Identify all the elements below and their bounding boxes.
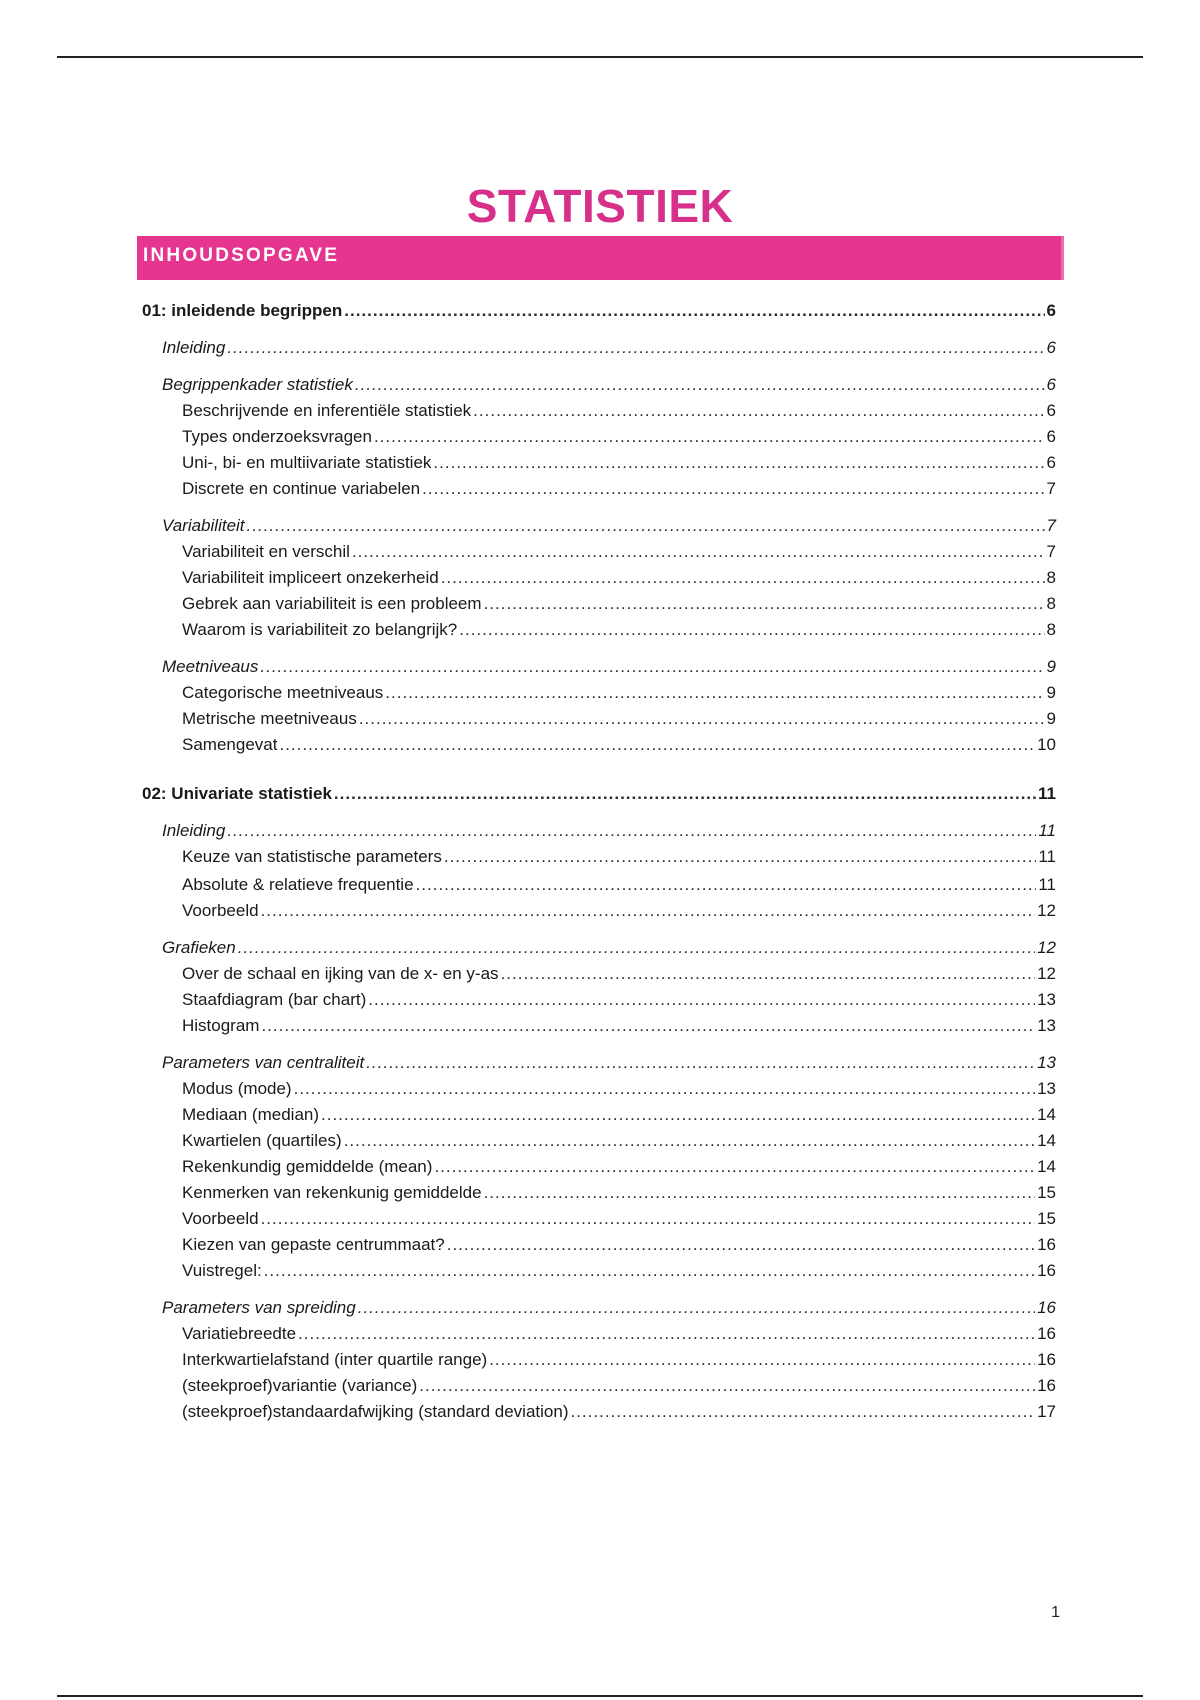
toc-entry-page: 9: [1046, 709, 1056, 728]
toc-dot-leader: [385, 682, 1044, 704]
toc-dot-leader: [344, 300, 1044, 322]
toc-entry-label: Grafieken: [162, 938, 236, 957]
toc-entry[interactable]: [142, 1260, 1056, 1282]
toc-entry[interactable]: [142, 400, 1056, 422]
toc-dot-leader: [484, 593, 1045, 615]
toc-entry[interactable]: [142, 656, 1056, 678]
toc-dot-leader: [444, 846, 1036, 868]
toc-entry[interactable]: [142, 937, 1056, 959]
toc-entry-label: 01: inleidende begrippen: [142, 301, 343, 320]
toc-entry-label: Modus (mode): [182, 1079, 292, 1098]
toc-entry-page: 16: [1037, 1235, 1056, 1254]
bottom-rule: [57, 1695, 1143, 1697]
toc-entry-page: 14: [1037, 1131, 1056, 1150]
toc-entry-label: Interkwartielafstand (inter quartile range): [182, 1350, 488, 1369]
toc-entry[interactable]: [142, 515, 1056, 537]
toc-entry[interactable]: [142, 426, 1056, 448]
toc-entry[interactable]: [142, 820, 1056, 842]
toc-dot-leader: [334, 783, 1036, 805]
toc-entry-page: 11: [1038, 847, 1056, 866]
toc-entry-label: Categorische meetniveaus: [182, 683, 384, 702]
toc-entry-label: Kiezen van gepaste centrummaat?: [182, 1235, 445, 1254]
toc-entry[interactable]: [142, 1401, 1056, 1423]
toc-entry-label: Types onderzoeksvragen: [182, 427, 372, 446]
toc-entry-page: 16: [1037, 1350, 1056, 1369]
toc-entry[interactable]: [142, 478, 1056, 500]
toc-entry[interactable]: [142, 1323, 1056, 1345]
toc-entry[interactable]: [142, 963, 1056, 985]
toc-dot-leader: [374, 426, 1045, 448]
toc-entry-label: Over de schaal en ijking van de x- en y-as: [182, 964, 499, 983]
toc-entry-page: 15: [1037, 1209, 1056, 1228]
toc-dot-leader: [261, 900, 1036, 922]
toc-entry-page: 6: [1046, 338, 1056, 357]
toc-entry-label: Voorbeeld: [182, 901, 259, 920]
toc-entry-label: Staafdiagram (bar chart): [182, 990, 367, 1009]
toc-entry-label: Vuistregel:: [182, 1261, 262, 1280]
toc-entry-label: Samengevat: [182, 735, 278, 754]
toc-entry-page: 13: [1037, 1079, 1056, 1098]
toc-entry-page: 13: [1037, 1053, 1056, 1072]
toc-entry-page: 12: [1037, 901, 1056, 920]
toc-entry[interactable]: [142, 682, 1056, 704]
toc-entry-label: Inleiding: [162, 821, 226, 840]
toc-dot-leader: [359, 708, 1045, 730]
toc-dot-leader: [279, 734, 1035, 756]
toc-dot-leader: [298, 1323, 1035, 1345]
toc-entry-page: 16: [1037, 1324, 1056, 1343]
toc-dot-leader: [366, 1052, 1035, 1074]
toc-dot-leader: [358, 1297, 1035, 1319]
toc-entry-page: 13: [1037, 990, 1056, 1009]
toc-entry[interactable]: [142, 1234, 1056, 1256]
toc-entry-page: 17: [1037, 1402, 1056, 1421]
toc-dot-leader: [473, 400, 1044, 422]
toc-entry-page: 6: [1046, 301, 1056, 320]
toc-dot-leader: [570, 1401, 1035, 1423]
toc-entry-page: 9: [1046, 657, 1056, 676]
toc-entry[interactable]: [142, 1208, 1056, 1230]
toc-entry-label: Mediaan (median): [182, 1105, 320, 1124]
toc-entry-label: Variatiebreedte: [182, 1324, 297, 1343]
toc-dot-leader: [261, 1015, 1035, 1037]
toc-entry[interactable]: [142, 1349, 1056, 1371]
toc-entry-page: 8: [1046, 594, 1056, 613]
toc-entry-label: Rekenkundig gemiddelde (mean): [182, 1157, 433, 1176]
toc-entry[interactable]: [142, 846, 1056, 868]
toc-entry-label: Kwartielen (quartiles): [182, 1131, 342, 1150]
toc-dot-leader: [264, 1260, 1035, 1282]
toc-entry-label: Inleiding: [162, 338, 226, 357]
toc-entry[interactable]: [142, 734, 1056, 756]
toc-entry-page: 16: [1037, 1298, 1056, 1317]
toc-entry-page: 9: [1046, 683, 1056, 702]
toc-entry[interactable]: [142, 1078, 1056, 1100]
toc-entry[interactable]: [142, 989, 1056, 1011]
toc-entry-label: Discrete en continue variabelen: [182, 479, 421, 498]
toc-dot-leader: [433, 452, 1044, 474]
toc-entry-label: Histogram: [182, 1016, 260, 1035]
toc-entry-page: 11: [1038, 875, 1056, 894]
toc-dot-leader: [422, 478, 1044, 500]
toc-entry-page: 11: [1038, 821, 1056, 840]
toc-dot-leader: [459, 619, 1044, 641]
toc-entry-label: Meetniveaus: [162, 657, 259, 676]
toc-entry[interactable]: [142, 708, 1056, 730]
toc-entry-page: 10: [1037, 735, 1056, 754]
toc-dot-leader: [261, 1208, 1036, 1230]
toc-entry[interactable]: [142, 300, 1056, 322]
top-rule: [57, 56, 1143, 58]
toc-entry[interactable]: [142, 1375, 1056, 1397]
toc-dot-leader: [416, 874, 1037, 896]
toc-entry-page: 13: [1037, 1016, 1056, 1035]
toc-entry-page: 8: [1046, 568, 1056, 587]
toc-entry[interactable]: [142, 1297, 1056, 1319]
toc-dot-leader: [441, 567, 1045, 589]
toc-entry-label: Variabiliteit: [162, 516, 245, 535]
toc-entry-page: 14: [1037, 1105, 1056, 1124]
toc-entry-page: 12: [1037, 964, 1056, 983]
toc-entry-label: (steekproef)standaardafwijking (standard deviation): [182, 1402, 569, 1421]
toc-entry-label: Metrische meetniveaus: [182, 709, 357, 728]
toc-dot-leader: [352, 541, 1045, 563]
toc-entry-page: 6: [1046, 401, 1056, 420]
toc-entry-label: 02: Univariate statistiek: [142, 784, 332, 803]
toc-entry[interactable]: [142, 900, 1056, 922]
toc-dot-leader: [368, 989, 1035, 1011]
toc-dot-leader: [501, 963, 1036, 985]
toc-dot-leader: [489, 1349, 1035, 1371]
toc-entry-label: Keuze van statistische parameters: [182, 847, 442, 866]
toc-dot-leader: [227, 337, 1044, 359]
toc-entry-label: Gebrek aan variabiliteit is een probleem: [182, 594, 482, 613]
toc-entry[interactable]: [142, 593, 1056, 615]
toc-entry-page: 15: [1037, 1183, 1056, 1202]
toc-entry-label: Absolute & relatieve frequentie: [182, 875, 414, 894]
toc-dot-leader: [321, 1104, 1035, 1126]
toc-dot-leader: [260, 656, 1044, 678]
toc-entry-label: (steekproef)variantie (variance): [182, 1376, 418, 1395]
toc-entry[interactable]: [142, 452, 1056, 474]
toc-entry-page: 6: [1046, 427, 1056, 446]
toc-entry-page: 8: [1046, 620, 1056, 639]
toc-entry-page: 6: [1046, 453, 1056, 472]
toc-entry-page: 16: [1037, 1261, 1056, 1280]
toc-entry-label: Uni-, bi- en multiivariate statistiek: [182, 453, 432, 472]
toc-dot-leader: [447, 1234, 1035, 1256]
toc-entry-label: Variabiliteit en verschil: [182, 542, 350, 561]
toc-entry-label: Voorbeeld: [182, 1209, 259, 1228]
toc-entry-label: Begrippenkader statistiek: [162, 375, 353, 394]
toc-entry[interactable]: [142, 374, 1056, 396]
page-number: 1: [1051, 1604, 1060, 1621]
toc-dot-leader: [344, 1130, 1035, 1152]
toc-entry[interactable]: [142, 874, 1056, 896]
toc-entry-page: 14: [1037, 1157, 1056, 1176]
toc-entry[interactable]: [142, 783, 1056, 805]
toc-entry-page: 12: [1037, 938, 1056, 957]
toc-dot-leader: [238, 937, 1035, 959]
toc-entry[interactable]: [142, 1182, 1056, 1204]
toc-entry-label: Waarom is variabiliteit zo belangrijk?: [182, 620, 458, 639]
toc-entry[interactable]: [142, 1156, 1056, 1178]
toc-dot-leader: [227, 820, 1036, 842]
toc-entry-page: 7: [1046, 516, 1056, 535]
toc-entry-page: 6: [1046, 375, 1056, 394]
toc-dot-leader: [294, 1078, 1035, 1100]
toc-entry[interactable]: [142, 619, 1056, 641]
toc-entry[interactable]: [142, 541, 1056, 563]
toc-dot-leader: [434, 1156, 1035, 1178]
toc-entry-label: Parameters van spreiding: [162, 1298, 356, 1317]
toc-entry-label: Kenmerken van rekenkunig gemiddelde: [182, 1183, 482, 1202]
toc-entry[interactable]: [142, 1015, 1056, 1037]
toc-entry[interactable]: [142, 1130, 1056, 1152]
toc-entry[interactable]: [142, 1052, 1056, 1074]
document-title: STATISTIEK: [466, 179, 734, 232]
toc-dot-leader: [247, 515, 1045, 537]
toc-dot-leader: [355, 374, 1045, 396]
toc-entry-page: 16: [1037, 1376, 1056, 1395]
toc-dot-leader: [419, 1375, 1035, 1397]
toc-entry-label: Parameters van centraliteit: [162, 1053, 365, 1072]
toc-dot-leader: [484, 1182, 1036, 1204]
toc-entry-label: Variabiliteit impliceert onzekerheid: [182, 568, 439, 587]
toc-entry[interactable]: [142, 337, 1056, 359]
toc-entry-page: 7: [1046, 479, 1056, 498]
toc-entry-page: 11: [1038, 784, 1056, 803]
toc-entry-page: 7: [1046, 542, 1056, 561]
toc-entry-label: Beschrijvende en inferentiële statistiek: [182, 401, 472, 420]
toc-heading: INHOUDSOPGAVE: [137, 236, 1064, 280]
toc-entry[interactable]: [142, 1104, 1056, 1126]
toc-entry[interactable]: [142, 567, 1056, 589]
